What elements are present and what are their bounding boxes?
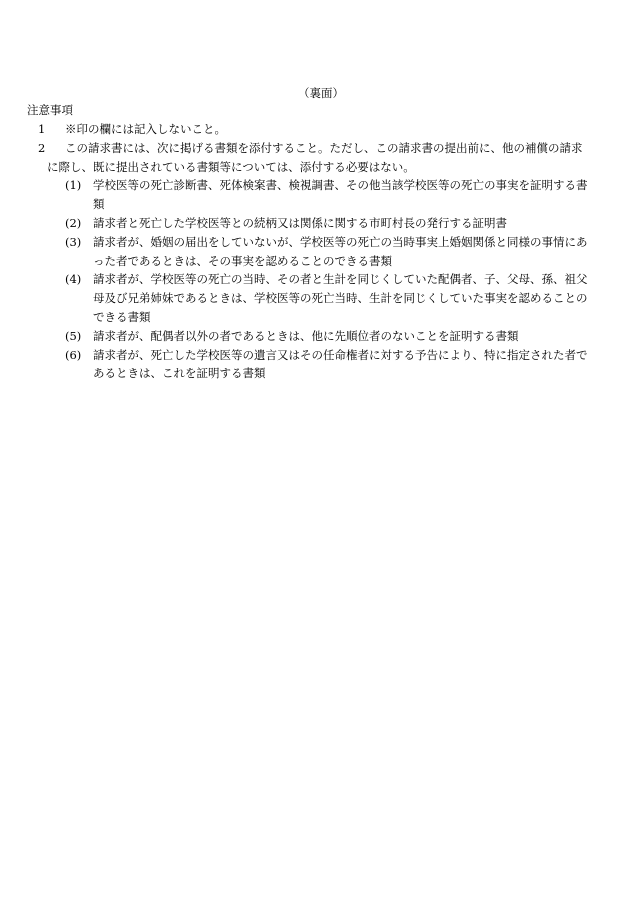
subitem-text-line: 母及び兄弟姉妹であるときは、学校医等の死亡当時、生計を同じくしていた事実を認めることの [93, 291, 588, 306]
subitem-text-line: 請求者が、婚姻の届出をしていないが、学校医等の死亡の当時事実上婚姻関係と同様の事情にあ [93, 234, 588, 249]
subitem-text-line: った者であるときは、その事実を認めることのできる書類 [93, 253, 392, 268]
document-subitem-4-continuation [27, 289, 603, 308]
document-subitem-1-continuation [27, 195, 603, 214]
subitem-text-line: あるときは、これを証明する書類 [93, 366, 266, 381]
note-text-line: に際し、既に提出されている書類等については、添付する必要はない。 [47, 159, 415, 174]
document-subitem-4 [27, 270, 603, 289]
subitem-text-line: 学校医等の死亡診断書、死体検案書、検視調書、その他当該学校医等の死亡の事実を証明する書 [93, 178, 588, 193]
document-subitem-6-continuation [27, 364, 603, 383]
note-text-line: ※印の欄には記入しないこと。 [65, 122, 226, 136]
document-subitem-3-continuation [27, 252, 603, 271]
subitem-text-line: 請求者が、配偶者以外の者であるときは、他に先順位者のないことを証明する書類 [93, 328, 519, 343]
note-item-2 [27, 139, 603, 158]
note-item-2-continuation [27, 158, 603, 177]
document-subitem-3 [27, 233, 603, 252]
notes-heading: 注意事項 [27, 103, 73, 117]
subitem-number: (5) [65, 328, 82, 343]
note-item-1 [27, 120, 603, 139]
subitem-text-line: 請求者が、死亡した学校医等の遺言又はその任命権者に対する予告により、特に指定された者で [93, 347, 588, 362]
subitem-number: (4) [65, 272, 82, 287]
subitem-number: (2) [65, 215, 82, 230]
document-subitem-4-continuation [27, 308, 603, 327]
note-text-line: この請求書には、次に掲げる書類を添付すること。ただし、この請求書の提出前に、他の補償の請求 [65, 140, 583, 155]
document-subitem-1 [27, 176, 603, 195]
page-side-label: （裏面） [298, 86, 344, 100]
notes-list [27, 120, 603, 383]
subitem-text-line: 請求者と死亡した学校医等との続柄又は関係に関する市町村長の発行する証明書 [93, 215, 507, 230]
subitem-number: (3) [65, 234, 82, 249]
note-number: 1 [38, 122, 46, 136]
subitem-text-line: できる書類 [93, 309, 151, 324]
document-subitem-6 [27, 346, 603, 365]
subitem-text-line: 請求者が、学校医等の死亡の当時、その者と生計を同じくしていた配偶者、子、父母、孫、祖父 [93, 272, 588, 287]
document-subitem-2 [27, 214, 603, 233]
subitem-number: (1) [65, 178, 82, 193]
note-number: 2 [38, 140, 46, 155]
subitem-text-line: 類 [93, 197, 105, 212]
document-subitem-5 [27, 327, 603, 346]
subitem-number: (6) [65, 347, 82, 362]
